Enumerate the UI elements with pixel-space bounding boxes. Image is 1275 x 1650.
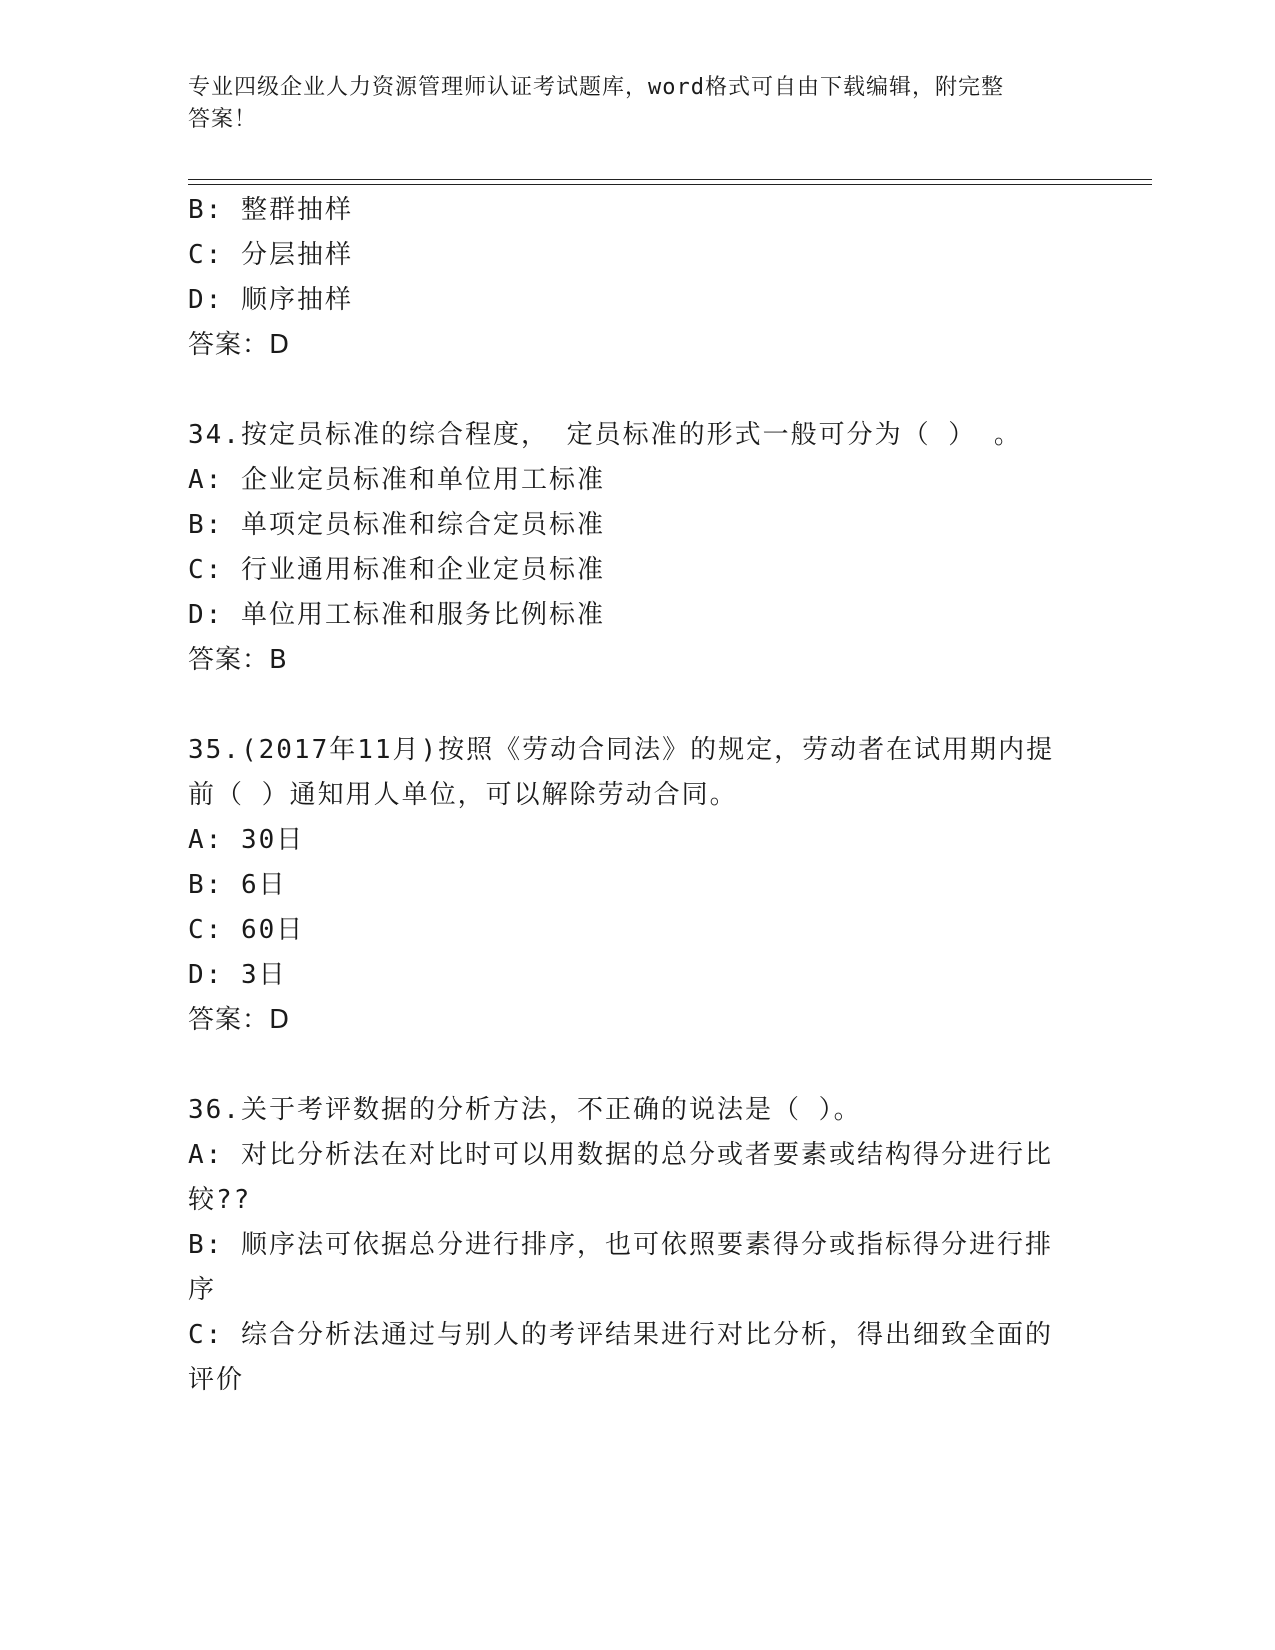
question-35	[188, 728, 1068, 1043]
spacer	[188, 683, 1068, 728]
header-line-1: 专业四级企业人力资源管理师认证考试题库，word格式可自由下载编辑，附完整	[188, 75, 1004, 100]
spacer	[188, 1043, 1068, 1088]
q33-answer: 答案：D	[188, 330, 291, 360]
q34-option-c: C: 行业通用标准和企业定员标准	[188, 555, 605, 585]
q36-stem: 36.关于考评数据的分析方法，不正确的说法是（ ）。	[188, 1095, 862, 1125]
q35-option-d: D: 3日	[188, 960, 287, 990]
q33-option-b: B: 整群抽样	[188, 195, 353, 225]
question-content	[188, 188, 1068, 1403]
page-header	[188, 72, 1068, 136]
q34-stem: 34.按定员标准的综合程度， 定员标准的形式一般可分为（ ） 。	[188, 420, 1022, 450]
q35-option-c: C: 60日	[188, 915, 305, 945]
q36-option-b-line-1: B: 顺序法可依据总分进行排序，也可依照要素得分或指标得分进行排	[188, 1230, 1053, 1260]
q35-answer: 答案：D	[188, 1005, 291, 1035]
q34-option-d: D: 单位用工标准和服务比例标准	[188, 600, 605, 630]
q36-option-c-line-1: C: 综合分析法通过与别人的考评结果进行对比分析，得出细致全面的	[188, 1320, 1053, 1350]
q33-option-c: C: 分层抽样	[188, 240, 353, 270]
q34-option-a: A: 企业定员标准和单位用工标准	[188, 465, 605, 495]
q36-option-c-line-2: 评价	[188, 1365, 245, 1395]
q34-option-b: B: 单项定员标准和综合定员标准	[188, 510, 605, 540]
header-line-2: 答案！	[188, 107, 258, 132]
q36-option-b-line-2: 序	[188, 1275, 217, 1305]
q36-option-a-line-1: A: 对比分析法在对比时可以用数据的总分或者要素或结构得分进行比	[188, 1140, 1053, 1170]
question-33	[188, 188, 1068, 368]
header-rule-top	[188, 179, 1152, 180]
q36-option-a-line-2: 较??	[188, 1185, 252, 1215]
q35-stem-line-1: 35.(2017年11月)按照《劳动合同法》的规定，劳动者在试用期内提	[188, 735, 1055, 765]
q33-option-d: D: 顺序抽样	[188, 285, 353, 315]
q35-option-b: B: 6日	[188, 870, 287, 900]
header-rule-bottom	[188, 184, 1152, 185]
q35-option-a: A: 30日	[188, 825, 305, 855]
q35-stem-line-2: 前（ ）通知用人单位，可以解除劳动合同。	[188, 780, 738, 810]
spacer	[188, 368, 1068, 413]
question-36	[188, 1088, 1068, 1403]
q34-answer: 答案：B	[188, 645, 288, 675]
question-34	[188, 413, 1068, 683]
